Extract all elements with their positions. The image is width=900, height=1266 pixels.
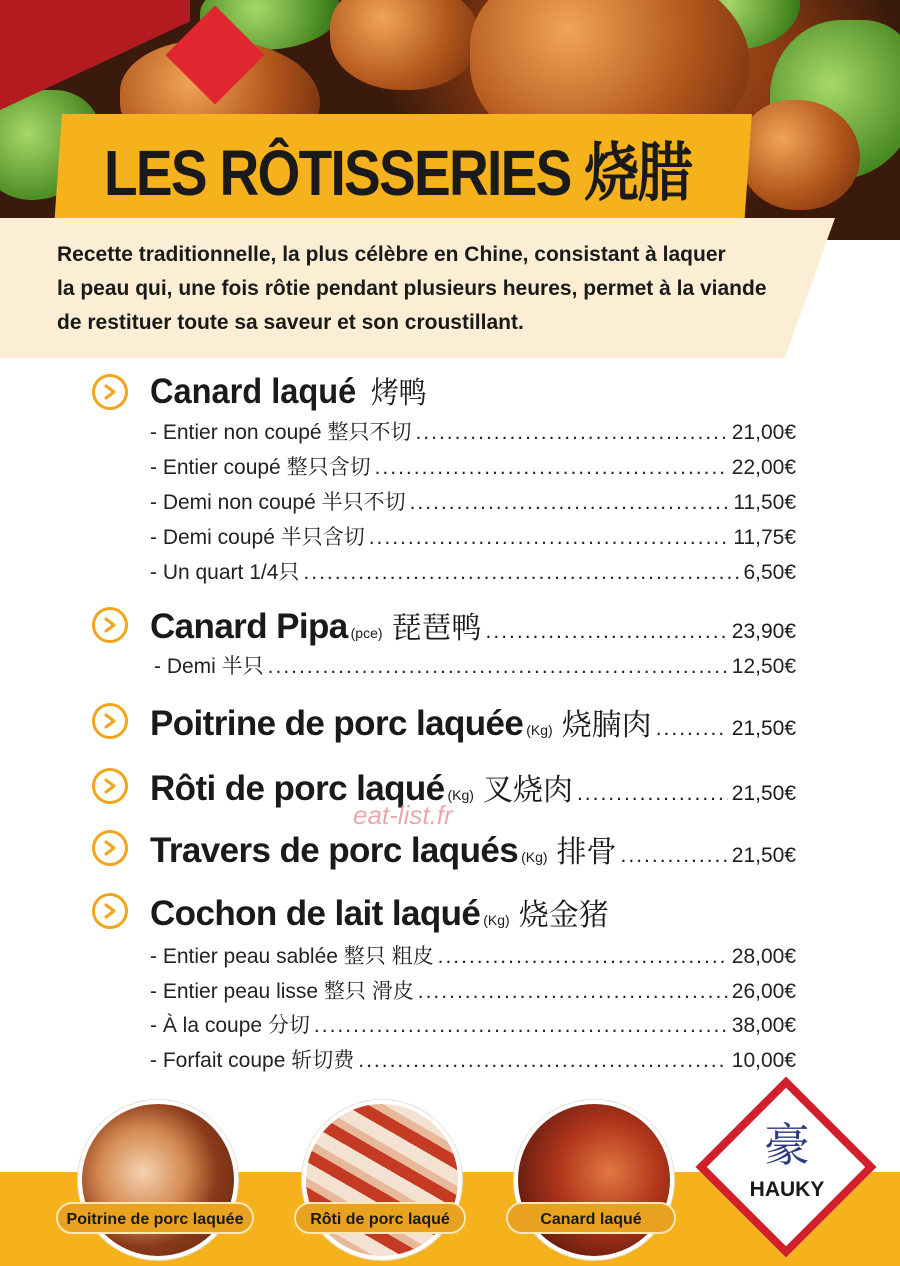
dot-leader	[410, 487, 730, 519]
item-price: 12,50€	[731, 655, 796, 678]
logo-text: HAUKY	[749, 1178, 825, 1201]
section-row-cochon	[150, 890, 796, 934]
photo-roti	[302, 1100, 462, 1260]
chevron-right-icon	[92, 607, 128, 643]
intro-line: la peau qui, une fois rôtie pendant plusieurs heures, permet à la viande	[57, 277, 767, 300]
dot-leader	[415, 417, 727, 449]
section-name-zh: 烧腩肉	[561, 709, 652, 742]
section-name-zh: 排骨	[556, 836, 617, 869]
unit-label: (Kg)	[447, 787, 474, 803]
chevron-right-icon	[92, 768, 128, 804]
item-label: - Entier peau lisse 整只 滑皮	[150, 980, 414, 1003]
section-row-roti	[150, 765, 796, 809]
item-label: - Entier peau sablée 整只 粗皮	[150, 945, 434, 968]
section-name-zh: 叉烧肉	[482, 774, 573, 807]
menu-row	[154, 651, 796, 683]
item-label: - Demi 半只	[154, 655, 264, 678]
section-name: Canard laqué	[150, 372, 357, 411]
item-label: - Un quart 1/4只	[150, 561, 300, 584]
menu-row	[150, 1045, 796, 1077]
dot-leader	[375, 452, 728, 484]
dot-leader	[418, 976, 728, 1008]
intro-line: de restituer toute sa saveur et son croustillant.	[57, 311, 524, 334]
chevron-right-icon	[92, 893, 128, 929]
dot-leader	[303, 557, 739, 589]
item-label: - À la coupe 分切	[150, 1014, 310, 1037]
section-name-zh: 烤鸭	[370, 377, 427, 410]
dot-leader	[577, 782, 728, 806]
unit-label: (Kg)	[483, 912, 510, 928]
caption-roti: Rôti de porc laqué	[294, 1202, 466, 1234]
item-price: 38,00€	[731, 1014, 796, 1037]
item-label: - Entier coupé 整只含切	[150, 456, 371, 479]
dot-leader	[656, 717, 728, 741]
section-name-zh: 烧金猪	[518, 899, 609, 932]
section-name: Poitrine de porc laquée	[150, 704, 524, 743]
item-label: - Forfait coupe 斩切费	[150, 1049, 355, 1072]
intro-text	[57, 238, 837, 340]
section-name: Cochon de lait laqué	[150, 894, 481, 933]
section-name-zh: 琵琶鸭	[391, 612, 482, 645]
menu-row	[150, 557, 796, 589]
dot-leader	[369, 522, 730, 554]
item-price: 21,00€	[731, 421, 796, 444]
item-label: - Demi non coupé 半只不切	[150, 491, 406, 514]
item-price: 28,00€	[731, 945, 796, 968]
item-price: 10,00€	[731, 1049, 796, 1072]
item-price: 21,50€	[731, 782, 796, 805]
chevron-right-icon	[92, 830, 128, 866]
unit-label: (pce)	[350, 625, 383, 641]
section-row-poitrine	[150, 700, 796, 744]
section-row-canard-pipa	[150, 603, 796, 647]
item-price: 21,50€	[731, 717, 796, 740]
caption-canard: Canard laqué	[506, 1202, 676, 1234]
unit-label: (Kg)	[521, 849, 548, 865]
item-label: - Demi coupé 半只含切	[150, 526, 365, 549]
section-row-travers	[150, 827, 796, 871]
unit-label: (Kg)	[526, 722, 553, 738]
dot-leader	[438, 941, 728, 973]
logo-glyph: 豪	[764, 1119, 810, 1171]
menu-row	[150, 487, 796, 519]
dot-leader	[486, 620, 728, 644]
photo-poitrine	[78, 1100, 238, 1260]
menu-row	[150, 1010, 796, 1042]
caption-poitrine: Poitrine de porc laquée	[56, 1202, 254, 1234]
item-price: 11,50€	[733, 491, 796, 514]
section-name: Rôti de porc laqué	[150, 769, 445, 808]
item-price: 11,75€	[733, 526, 796, 549]
item-price: 26,00€	[731, 980, 796, 1003]
dot-leader	[314, 1010, 728, 1042]
menu-row	[150, 941, 796, 973]
dot-leader	[358, 1045, 728, 1077]
intro-line: Recette traditionnelle, la plus célèbre en Chine, consistant à laquer	[57, 243, 726, 266]
item-price: 23,90€	[731, 620, 796, 643]
dot-leader	[621, 844, 728, 868]
menu-row	[150, 522, 796, 554]
section-title-canard-laque	[150, 370, 427, 416]
dot-leader	[268, 651, 728, 683]
chevron-right-icon	[92, 703, 128, 739]
item-price: 6,50€	[743, 561, 796, 584]
menu-row	[150, 417, 796, 449]
section-name: Travers de porc laqués	[150, 831, 519, 870]
photo-canard	[514, 1100, 674, 1260]
item-price: 22,00€	[731, 456, 796, 479]
item-price: 21,50€	[731, 844, 796, 867]
menu-row	[150, 452, 796, 484]
section-name: Canard Pipa	[150, 607, 348, 646]
chevron-right-icon	[92, 374, 128, 410]
menu-row	[150, 976, 796, 1008]
watermark: eat-list.fr	[353, 800, 453, 830]
page-title: LES RÔTISSERIES 烧腊	[104, 137, 691, 209]
item-label: - Entier non coupé 整只不切	[150, 421, 412, 444]
